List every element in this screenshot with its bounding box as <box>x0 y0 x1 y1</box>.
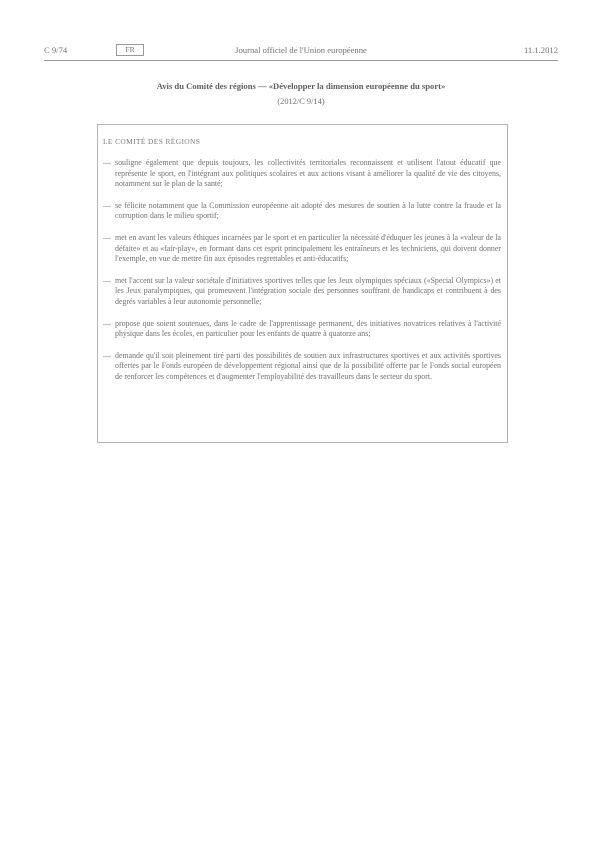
page-reference: C 9/74 <box>44 45 68 55</box>
opinion-box <box>97 124 508 443</box>
list-item <box>103 276 501 308</box>
list-item-text: met l'accent sur la valeur sociétale d'initiatives sportives telles que les Jeux olympiques spéciaux («Special Olympics») et les Jeux paralympiques, qui promeuvent l'intégration sociale des personnes souffrant de handicaps et contribuent à des degrés variables à leur autonomie personnelle; <box>115 275 501 306</box>
dash-marker: — <box>103 275 111 285</box>
language-badge: FR <box>116 44 144 56</box>
list-item-text: souligne également que depuis toujours, les collectivités territoriales reconnaissent et utilisent l'atout éducatif que représente le sport, en l'intégrant aux politiques scolaires et aux actions visant à améliorer la qualité de vie des citoyens, notamment sur le plan de la santé; <box>115 158 501 189</box>
list-item <box>103 158 501 190</box>
list-item-text: met en avant les valeurs éthiques incarnées par le sport et en particulier la nécessité d'éduquer les jeunes à la «valeur de la défaite» et au «fair-play», en formant dans cet esprit principalement les entraîneurs et les techniciens, qui doivent donner l'exemple, en vue de mettre fin aux épisodes regrettables et anti-éducatifs; <box>115 232 501 264</box>
list-item <box>103 233 501 265</box>
document-title: Avis du Comité des régions — «Développer la dimension européenne du sport» <box>156 81 446 91</box>
dash-marker: — <box>103 318 111 328</box>
dash-marker: — <box>103 232 111 242</box>
list-item <box>103 351 501 383</box>
list-item <box>103 319 501 340</box>
publication-date: 11.1.2012 <box>523 45 558 55</box>
list-item <box>103 201 501 222</box>
journal-title: Journal officiel de l'Union européenne <box>235 45 367 55</box>
header-divider <box>44 60 558 61</box>
dash-marker: — <box>103 158 111 167</box>
list-item-text: se félicite notamment que la Commission européenne ait adopté des mesures de soutien à la lutte contre la fraude et la corruption dans le milieu sportif; <box>115 200 501 221</box>
page-header <box>44 43 558 57</box>
dash-marker: — <box>103 200 111 210</box>
dash-marker: — <box>103 350 111 360</box>
document-reference: (2012/C 9/14) <box>277 97 325 106</box>
list-item-text: demande qu'il soit pleinement tiré parti des possibilités de soutien aux infrastructures sportives et aux activités sportives offertes par le Fonds européen de développement régional ainsi que de la possibilité offerte par le Fonds social européen de renforcer les compétences et d'augmenter l'employabilité des travailleurs dans le secteur du sport. <box>115 350 501 381</box>
list-item-text: propose que soient soutenues, dans le cadre de l'apprentissage permanent, des initiatives novatrices relatives à l'activité physique dans les écoles, en particulier pour les enfants de quatre à quatorze ans; <box>115 318 501 339</box>
committee-label: LE COMITÉ DES RÉGIONS <box>103 137 201 146</box>
